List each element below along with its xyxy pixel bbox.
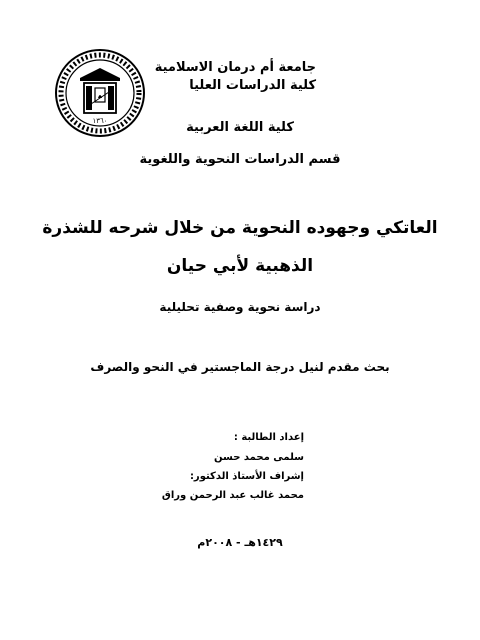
- thesis-subtitle: دراسة نحوية وصفية تحليلية: [159, 300, 321, 314]
- faculty-name: كلية الدراسات العليا: [189, 78, 316, 93]
- student-name: سلمى محمد حسن: [214, 452, 304, 463]
- prepared-by-label: إعداد الطالبة :: [233, 432, 304, 443]
- thesis-title-line-1: العاتكي وجهوده النحوية من خلال شرحه للشذرة: [42, 218, 438, 238]
- supervisor-name: محمد غالب عبد الرحمن وراق: [161, 490, 304, 501]
- thesis-title-line-2: الذهبية لأبي حيان: [166, 256, 314, 276]
- university-name: جامعة أم درمان الاسلامية: [154, 60, 316, 75]
- seal-year-text: ١٣٦٠: [92, 117, 108, 125]
- department-name: قسم الدراسات النحوية واللغوية: [139, 152, 341, 167]
- degree-statement: بحث مقدم لنيل درجة الماجستير في النحو والصرف: [90, 360, 390, 374]
- date-line: ١٤٢٩هـ - ٢٠٠٨م: [197, 536, 283, 549]
- supervisor-label: إشراف الأستاذ الدكتور:: [189, 471, 304, 482]
- college-name: كلية اللغة العربية: [186, 120, 294, 135]
